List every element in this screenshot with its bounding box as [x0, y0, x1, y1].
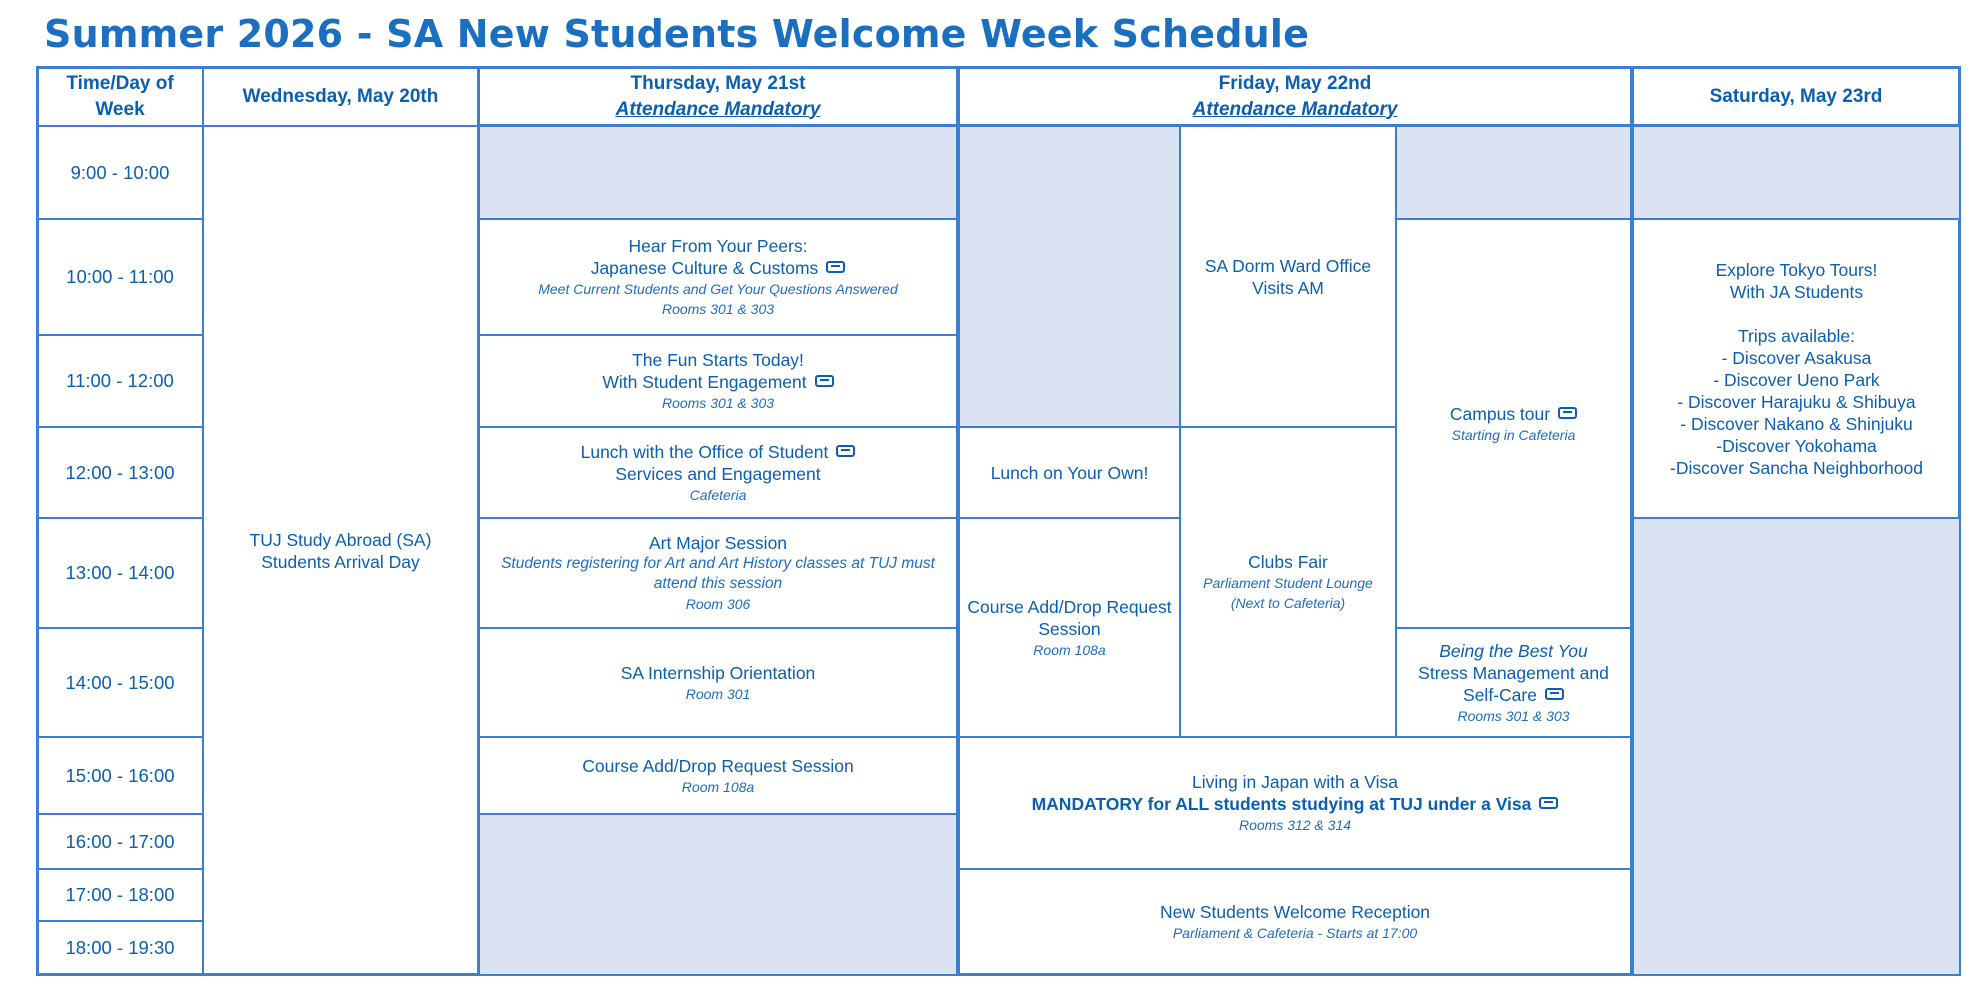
event-room: Room 108a: [1033, 641, 1106, 658]
event-title: Campus tour: [1449, 403, 1551, 424]
trips-label: Trips available:: [1737, 325, 1856, 346]
empty-slot: [1395, 125, 1633, 220]
event-title: Living in Japan with a Visa: [1192, 772, 1398, 792]
header-time: [36, 66, 204, 127]
event-description: Students registering for Art and Art History classes at TUJ must attend this session: [501, 555, 935, 592]
event-subtitle: Japanese Culture & Customs: [590, 258, 819, 278]
event-room: Room 306: [685, 596, 751, 612]
event-title-line1: [581, 441, 856, 463]
empty-slot: [477, 813, 959, 976]
event-lunch-office: [477, 426, 959, 519]
event-subtitle: With Student Engagement: [602, 372, 807, 392]
closed-caption-icon: [826, 261, 845, 273]
event-title-line2: [591, 257, 846, 279]
event-dorm-ward: [1179, 125, 1397, 428]
trip-item: -Discover Yokohama: [1716, 435, 1877, 456]
event-subtitle: With JA Students: [1729, 281, 1864, 302]
event-title: Course Add/Drop Request Session: [582, 755, 854, 776]
closed-caption-icon: [1558, 407, 1577, 419]
empty-slot: [1631, 125, 1961, 220]
header-wed-label: Wednesday, May 20th: [242, 85, 439, 107]
event-location: Parliament Student Lounge (Next to Cafeteria): [1203, 575, 1373, 611]
header-wednesday: [202, 66, 479, 127]
event-title: The Fun Starts Today!: [632, 350, 804, 370]
event-room: Room 108a: [681, 778, 755, 795]
closed-caption-icon: [1539, 797, 1558, 809]
time-label: 13:00 - 14:00: [65, 562, 175, 583]
trip-item: - Discover Asakusa: [1721, 347, 1872, 368]
time-label: 15:00 - 16:00: [65, 764, 175, 786]
event-best-you: [1395, 627, 1633, 738]
event-room: Room 301: [685, 685, 751, 702]
event-title: Being the Best You: [1439, 640, 1588, 661]
event-title: Lunch with the Office of Student: [580, 441, 829, 462]
time-label: 11:00 - 12:00: [66, 370, 174, 391]
event-lunch-own: [957, 426, 1181, 519]
trip-item: - Discover Nakano & Shinjuku: [1680, 413, 1913, 434]
event-mandatory-note: MANDATORY for ALL students studying at TUJ under a Visa: [1031, 794, 1532, 814]
event-explore-tokyo: [1631, 218, 1961, 519]
empty-slot: [1631, 517, 1961, 976]
event-title-line2: [602, 371, 833, 393]
trip-item: -Discover Sancha Neighborhood: [1670, 457, 1923, 478]
time-label: 16:00 - 17:00: [65, 830, 175, 852]
time-slot: [36, 813, 204, 870]
header-thu-label: Thursday, May 21st: [630, 72, 806, 94]
header-sat-label: Saturday, May 23rd: [1709, 85, 1883, 107]
page-title: Summer 2026 - SA New Students Welcome Week Schedule: [44, 12, 1310, 56]
time-label: 18:00 - 19:30: [65, 937, 175, 958]
event-title-line2: [1401, 662, 1626, 706]
event-internship: [477, 627, 959, 738]
event-subtitle: Stress Management and Self-Care: [1418, 662, 1609, 705]
time-slot: [36, 218, 204, 336]
time-label: 17:00 - 18:00: [65, 884, 175, 905]
event-fri-course-add-drop: [957, 517, 1181, 738]
event-title: Hear From Your Peers:: [628, 236, 808, 256]
header-thursday: [477, 66, 959, 127]
event-room: Rooms 301 & 303: [661, 395, 775, 411]
empty-slot: [957, 125, 1181, 428]
event-course-add-drop: [477, 736, 959, 815]
event-title-line2: Students Arrival Day: [261, 551, 420, 572]
header-time-label: Time/Day of Week: [66, 72, 174, 120]
header-fri-mandatory: Attendance Mandatory: [1192, 98, 1398, 120]
header-thu-mandatory: Attendance Mandatory: [615, 98, 821, 120]
event-description: Meet Current Students and Get Your Questions Answered: [538, 281, 898, 297]
time-slot: [36, 334, 204, 428]
time-label: 9:00 - 10:00: [70, 161, 170, 183]
event-visa: [957, 736, 1633, 870]
trip-item: - Discover Ueno Park: [1713, 369, 1880, 390]
time-slot: [36, 736, 204, 815]
event-title: SA Dorm Ward Office Visits AM: [1204, 255, 1372, 298]
time-slot: [36, 920, 204, 976]
event-title: Clubs Fair: [1248, 552, 1328, 572]
event-title: Art Major Session: [648, 533, 788, 553]
event-title: New Students Welcome Reception: [1159, 902, 1431, 922]
event-location: Parliament & Cafeteria - Starts at 17:00: [1172, 925, 1418, 941]
time-slot: [36, 627, 204, 738]
header-fri-label: Friday, May 22nd: [1218, 72, 1372, 94]
event-room: Cafeteria: [689, 486, 747, 503]
event-title: Lunch on Your Own!: [990, 462, 1149, 483]
event-location: Starting in Cafeteria: [1451, 426, 1576, 443]
event-title-line1: [1450, 403, 1577, 425]
event-room: Rooms 312 & 314: [1238, 817, 1352, 833]
event-hear-from-peers: [477, 218, 959, 336]
event-campus-tour: [1395, 218, 1633, 629]
event-title: TUJ Study Abroad (SA): [249, 529, 432, 550]
time-slot: [36, 125, 204, 220]
event-welcome-reception: [957, 868, 1633, 976]
empty-slot: [477, 125, 959, 220]
time-label: 12:00 - 13:00: [65, 461, 175, 483]
closed-caption-icon: [836, 445, 855, 457]
event-room: Rooms 301 & 303: [1457, 707, 1570, 724]
closed-caption-icon: [815, 375, 834, 387]
event-title-line2: [1032, 793, 1559, 815]
event-fun-starts: [477, 334, 959, 428]
time-label: 10:00 - 11:00: [66, 266, 174, 287]
header-saturday: [1631, 66, 1961, 127]
event-subtitle: Services and Engagement: [615, 463, 821, 484]
event-clubs-fair: [1179, 426, 1397, 738]
time-slot: [36, 517, 204, 629]
event-title: Explore Tokyo Tours!: [1715, 259, 1878, 280]
event-room: Rooms 301 & 303: [661, 301, 775, 317]
header-friday: [957, 66, 1633, 127]
trip-item: - Discover Harajuku & Shibuya: [1677, 391, 1916, 412]
event-arrival-day: [202, 125, 479, 976]
event-art-major: [477, 517, 959, 629]
time-slot: [36, 868, 204, 922]
time-slot: [36, 426, 204, 519]
closed-caption-icon: [1545, 688, 1564, 700]
event-title: Course Add/Drop Request Session: [967, 596, 1172, 639]
event-title: SA Internship Orientation: [620, 662, 816, 683]
time-label: 14:00 - 15:00: [65, 671, 175, 693]
